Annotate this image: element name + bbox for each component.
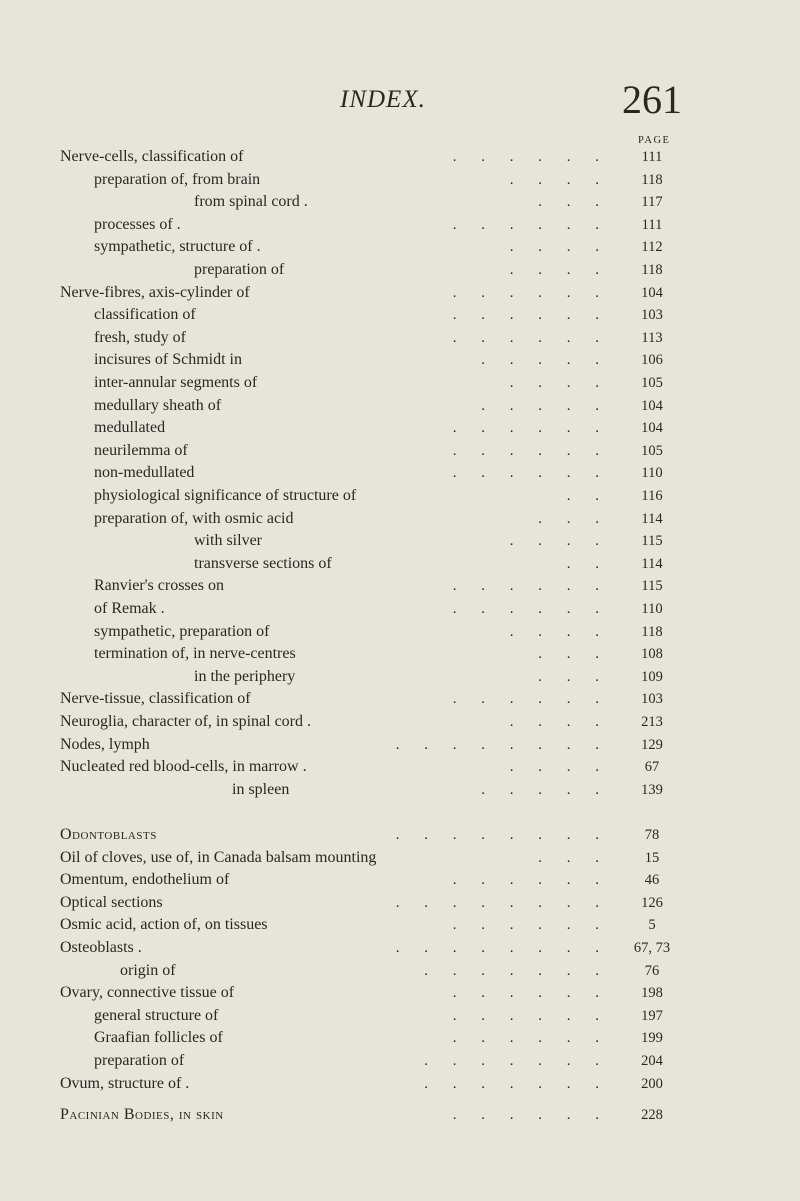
entry-page: 76 bbox=[644, 962, 660, 979]
index-entry bbox=[0, 643, 800, 665]
entry-text: classification of bbox=[94, 306, 196, 324]
entry-text: sympathetic, preparation of bbox=[94, 622, 270, 640]
entry-text: Nerve-tissue, classification of bbox=[60, 690, 251, 708]
index-entry bbox=[0, 824, 800, 846]
dot-leaders: . . . . bbox=[509, 239, 600, 256]
index-entry bbox=[0, 191, 800, 213]
entry-text: Osmic acid, action of, on tissues bbox=[60, 916, 268, 934]
dot-leaders: . . . . bbox=[509, 623, 600, 640]
index-entry bbox=[0, 892, 800, 914]
dot-leaders: . . . . . . . . bbox=[395, 736, 600, 753]
entry-text: Ranvier's crosses on bbox=[94, 577, 224, 595]
entry-page: 129 bbox=[641, 736, 663, 753]
dot-leaders: . . . . . . bbox=[452, 465, 600, 482]
entry-text: Pacinian Bodies, in skin bbox=[60, 1106, 224, 1124]
entry-text: medullated bbox=[94, 419, 166, 437]
index-entry bbox=[0, 688, 800, 710]
entry-text: incisures of Schmidt in bbox=[94, 351, 242, 369]
dot-leaders: . . . . . bbox=[481, 397, 600, 414]
dot-leaders: . . . . . . bbox=[452, 601, 600, 617]
entry-text: in the periphery bbox=[194, 667, 296, 685]
index-entry bbox=[0, 169, 800, 191]
entry-page: 110 bbox=[641, 465, 663, 482]
index-entry bbox=[0, 621, 800, 643]
entry-page: 114 bbox=[641, 555, 663, 572]
index-entry bbox=[0, 1027, 800, 1049]
dot-leaders: . . . . . . bbox=[452, 216, 600, 233]
entry-text: termination of, in nerve-centres bbox=[94, 645, 296, 663]
running-title: INDEX. bbox=[340, 86, 426, 113]
dot-leaders: . . . . . . bbox=[452, 872, 600, 889]
dot-leaders: . . . . bbox=[509, 759, 600, 776]
dot-leaders: . . . . . . bbox=[452, 917, 600, 934]
entry-page: 15 bbox=[644, 849, 660, 866]
entry-page: 104 bbox=[641, 397, 663, 414]
entry-page: 5 bbox=[648, 917, 656, 934]
dot-leaders: . . . . bbox=[509, 262, 600, 278]
entry-page: 111 bbox=[641, 149, 663, 165]
entry-text: Graafian follicles of bbox=[94, 1029, 223, 1047]
dot-leaders: . . . bbox=[538, 510, 600, 527]
index-entry bbox=[0, 779, 800, 801]
index-entry bbox=[0, 553, 800, 575]
entry-page: 198 bbox=[641, 985, 663, 1002]
index-entry bbox=[0, 327, 800, 349]
entry-page: 110 bbox=[641, 601, 663, 617]
dot-leaders: . . . . bbox=[509, 171, 600, 188]
entry-text: of Remak . bbox=[94, 600, 165, 617]
dot-leaders: . . . . . . . bbox=[424, 1075, 600, 1092]
entry-text: Ovary, connective tissue of bbox=[60, 984, 235, 1002]
dot-leaders: . . . . . . bbox=[452, 329, 600, 346]
entry-text: non-medullated bbox=[94, 464, 195, 482]
entry-text: origin of bbox=[120, 961, 176, 979]
dot-leaders: . . bbox=[566, 555, 600, 572]
entry-text: transverse sections of bbox=[194, 554, 332, 572]
entry-text: preparation of, from brain bbox=[94, 170, 261, 188]
entry-page: 200 bbox=[641, 1075, 663, 1092]
entry-page: 117 bbox=[641, 194, 663, 211]
entry-text: Osteoblasts . bbox=[60, 939, 142, 956]
index-entry bbox=[0, 575, 800, 597]
dot-leaders: . . . . . . bbox=[452, 442, 600, 459]
entry-text: fresh, study of bbox=[94, 328, 186, 346]
entry-text: neurilemma of bbox=[94, 441, 188, 459]
entry-text: Oil of cloves, use of, in Canada balsam mounting bbox=[60, 848, 377, 866]
dot-leaders: . . . . . . . . bbox=[395, 940, 600, 956]
entry-page: 197 bbox=[641, 1007, 663, 1024]
index-entry bbox=[0, 734, 800, 756]
index-entry bbox=[0, 937, 800, 959]
dot-leaders: . . . . . . bbox=[452, 284, 600, 301]
entry-text: Neuroglia, character of, in spinal cord . bbox=[60, 713, 312, 730]
entry-page: 114 bbox=[641, 510, 663, 527]
entry-page: 109 bbox=[641, 668, 663, 685]
entry-page: 118 bbox=[641, 262, 663, 278]
index-entry bbox=[0, 982, 800, 1004]
dot-leaders: . . . . . . . bbox=[424, 1053, 600, 1069]
dot-leaders: . . . . . . . bbox=[424, 962, 600, 979]
dot-leaders: . . . . . . bbox=[452, 307, 600, 324]
entry-page: 228 bbox=[641, 1107, 663, 1124]
dot-leaders: . . . . . . bbox=[452, 1007, 600, 1024]
index-entry bbox=[0, 236, 800, 258]
index-entry bbox=[0, 417, 800, 439]
entry-text: medullary sheath of bbox=[94, 396, 222, 414]
entry-text: processes of . bbox=[94, 215, 181, 233]
index-entry bbox=[0, 146, 800, 168]
entry-page: 204 bbox=[641, 1053, 663, 1069]
index-entry bbox=[0, 349, 800, 371]
dot-leaders: . . . . . . bbox=[452, 420, 600, 437]
index-entry bbox=[0, 304, 800, 326]
index-entry bbox=[0, 485, 800, 507]
entry-page: 118 bbox=[641, 623, 663, 640]
index-entry bbox=[0, 462, 800, 484]
entry-text: Odontoblasts bbox=[60, 826, 157, 843]
index-entry bbox=[0, 869, 800, 891]
entry-text: from spinal cord . bbox=[194, 193, 308, 211]
index-entry bbox=[0, 1104, 800, 1126]
entry-page: 116 bbox=[641, 488, 663, 504]
entry-text: Nerve-cells, classification of bbox=[60, 148, 244, 165]
dot-leaders: . . bbox=[566, 488, 600, 504]
entry-page: 106 bbox=[641, 352, 663, 369]
index-entry bbox=[0, 395, 800, 417]
entry-page: 199 bbox=[641, 1030, 663, 1047]
index-entry bbox=[0, 1073, 800, 1095]
index-entry bbox=[0, 530, 800, 552]
dot-leaders: . . . . bbox=[509, 714, 600, 730]
dot-leaders: . . . . . . bbox=[452, 578, 600, 595]
index-entry bbox=[0, 756, 800, 778]
page-column-label: PAGE bbox=[638, 135, 671, 146]
index-entry bbox=[0, 847, 800, 869]
entry-page: 105 bbox=[641, 375, 663, 391]
dot-leaders: . . . bbox=[538, 668, 600, 685]
entry-page: 108 bbox=[641, 646, 663, 663]
entry-page: 105 bbox=[641, 442, 663, 459]
entry-text: Ovum, structure of . bbox=[60, 1074, 190, 1092]
entry-page: 112 bbox=[641, 239, 663, 256]
dot-leaders: . . . . . . bbox=[452, 1107, 600, 1124]
index-entry bbox=[0, 259, 800, 281]
index-entry bbox=[0, 598, 800, 620]
index-entry bbox=[0, 711, 800, 733]
entry-page: 126 bbox=[641, 894, 663, 911]
entry-text: preparation of, with osmic acid bbox=[94, 509, 294, 527]
entry-text: Omentum, endothelium of bbox=[60, 871, 230, 889]
entry-text: sympathetic, structure of . bbox=[94, 238, 261, 256]
entry-text: Nodes, lymph bbox=[60, 735, 150, 753]
index-entry bbox=[0, 282, 800, 304]
dot-leaders: . . . bbox=[538, 646, 600, 663]
page-number: 261 bbox=[622, 77, 682, 122]
entry-page: 111 bbox=[641, 216, 663, 233]
entry-page: 213 bbox=[641, 714, 663, 730]
entry-text: Nerve-fibres, axis-cylinder of bbox=[60, 283, 250, 301]
entry-text: Nucleated red blood-cells, in marrow . bbox=[60, 758, 307, 776]
entry-page: 67 bbox=[644, 759, 660, 776]
index-entry bbox=[0, 372, 800, 394]
entry-text: in spleen bbox=[232, 780, 290, 798]
entry-page: 118 bbox=[641, 171, 663, 188]
entry-page: 139 bbox=[641, 781, 663, 798]
dot-leaders: . . . . bbox=[509, 533, 600, 550]
dot-leaders: . . . bbox=[538, 849, 600, 866]
dot-leaders: . . . . . bbox=[481, 781, 600, 798]
index-entry bbox=[0, 960, 800, 982]
index-entry bbox=[0, 214, 800, 236]
dot-leaders: . . . . . . bbox=[452, 1030, 600, 1047]
entry-page: 104 bbox=[641, 284, 663, 301]
entry-page: 103 bbox=[641, 307, 663, 324]
entry-page: 46 bbox=[644, 872, 660, 889]
entry-text: with silver bbox=[194, 532, 262, 550]
entry-text: Optical sections bbox=[60, 893, 163, 911]
dot-leaders: . . . bbox=[538, 194, 600, 211]
index-entry bbox=[0, 914, 800, 936]
dot-leaders: . . . . . . bbox=[452, 149, 600, 165]
dot-leaders: . . . . . bbox=[481, 352, 600, 369]
entry-page: 115 bbox=[641, 578, 663, 595]
dot-leaders: . . . . bbox=[509, 375, 600, 391]
entry-text: inter-annular segments of bbox=[94, 374, 258, 391]
entry-text: preparation of bbox=[194, 261, 285, 278]
dot-leaders: . . . . . . bbox=[452, 691, 600, 708]
entry-text: general structure of bbox=[94, 1006, 219, 1024]
entry-text: preparation of bbox=[94, 1052, 185, 1069]
index-entry bbox=[0, 1050, 800, 1072]
index-entry bbox=[0, 440, 800, 462]
entry-page: 103 bbox=[641, 691, 663, 708]
dot-leaders: . . . . . . . . bbox=[395, 827, 600, 843]
entry-page: 115 bbox=[641, 533, 663, 550]
entry-page: 104 bbox=[641, 420, 663, 437]
dot-leaders: . . . . . . bbox=[452, 985, 600, 1002]
entry-text: physiological significance of structure of bbox=[94, 487, 357, 504]
entry-page: 78 bbox=[644, 827, 660, 843]
entry-page: 113 bbox=[641, 329, 663, 346]
index-entry bbox=[0, 508, 800, 530]
index-entry bbox=[0, 666, 800, 688]
index-entry bbox=[0, 1005, 800, 1027]
entry-page: 67, 73 bbox=[633, 940, 671, 956]
dot-leaders: . . . . . . . . bbox=[395, 894, 600, 911]
